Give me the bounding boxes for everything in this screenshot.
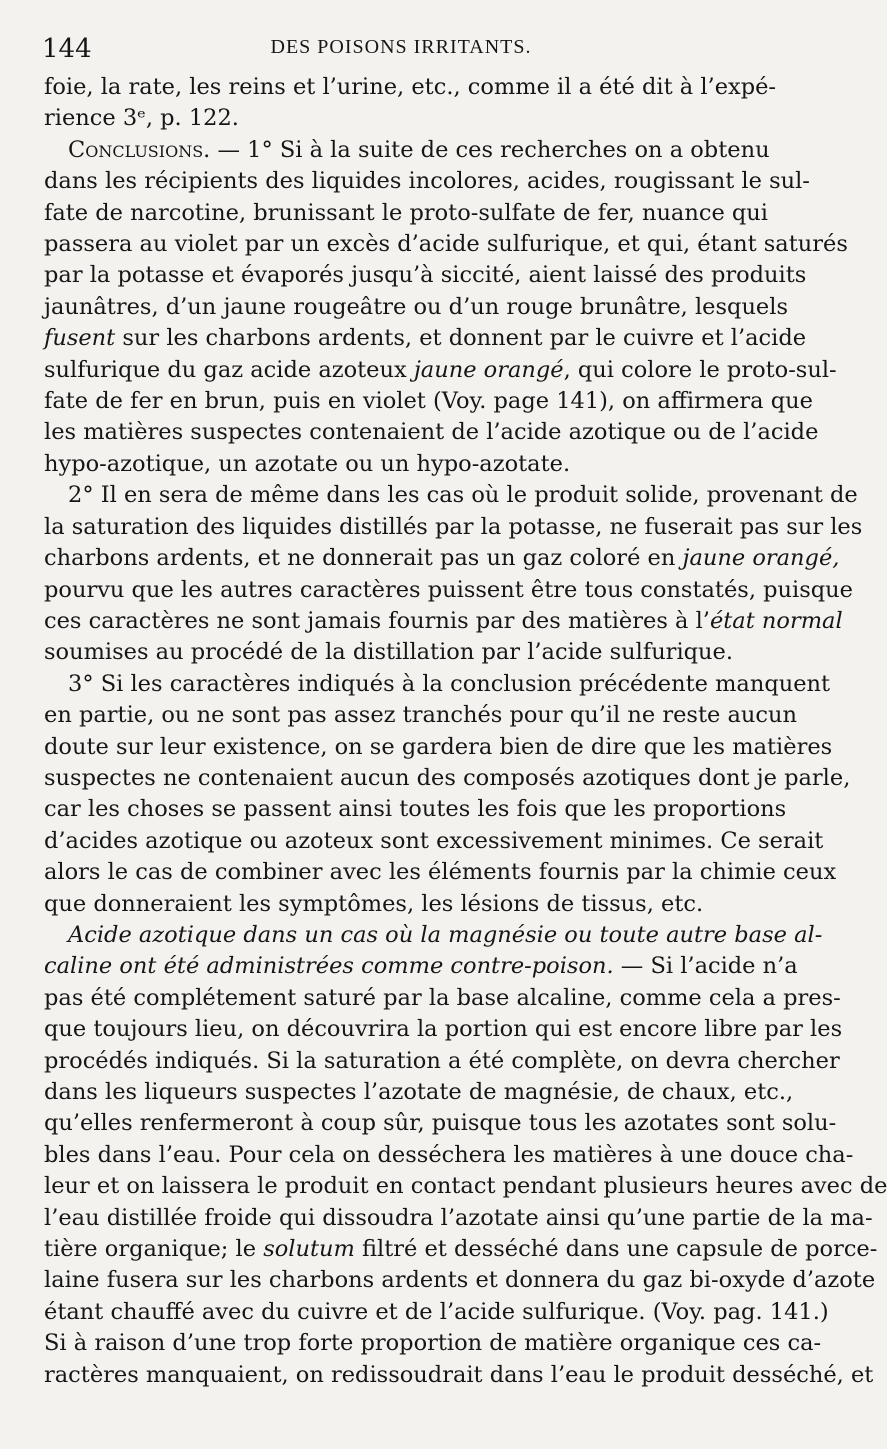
text-run: que donneraient les symptômes, les lésions de tissus, etc. (44, 890, 704, 917)
text-run: en partie, ou ne sont pas assez tranchés pour qu’il ne reste aucun (44, 702, 797, 729)
text-run: ces caractères ne sont jamais fournis par des matières à l’ (44, 607, 710, 634)
text-run: suspectes ne contenaient aucun des composés azotiques dont je parle, (44, 764, 851, 791)
text-line (44, 575, 853, 606)
text-line (44, 449, 760, 480)
text-line (44, 637, 760, 668)
text-run: 2° Il en sera de même dans les cas où le produit solide, provenant de (68, 482, 858, 509)
text-line (44, 1014, 843, 1045)
text-run: fate de narcotine, brunissant le proto-sulfate de fer, nuance qui (44, 199, 768, 226)
text-run: rience 3ᵉ, p. 122. (44, 105, 239, 132)
text-line (44, 1046, 840, 1077)
text-run: fusent (44, 325, 116, 352)
text-run: ractères manquaient, on redissoudrait dans l’eau le produit desséché, et (44, 1361, 874, 1388)
text-run: tière organique; le (44, 1236, 264, 1263)
text-line (44, 1140, 854, 1171)
text-run: charbons ardents, et ne donnerait pas un gaz coloré en (44, 545, 683, 572)
text-line (44, 732, 833, 763)
text-run: la saturation des liquides distillés par la potasse, ne fuserait pas sur les (44, 513, 863, 540)
text-line (44, 480, 858, 511)
text-run: que toujours lieu, on découvrira la portion qui est encore libre par les (44, 1016, 843, 1043)
text-line (44, 889, 760, 920)
text-line (44, 606, 843, 637)
text-line (44, 355, 837, 386)
text-run: jaunâtres, d’un jaune rougeâtre ou d’un rouge brunâtre, lesquels (44, 293, 788, 320)
text-run: soumises au procédé de la distillation par l’acide sulfurique. (44, 639, 733, 666)
text-run: dans les récipients des liquides incolores, acides, rougissant le sul- (44, 168, 810, 195)
text-run: caline ont été administrées comme contre-poison. (44, 953, 614, 980)
text-line (44, 72, 777, 103)
text-line (44, 103, 760, 134)
text-line (44, 1360, 874, 1391)
text-line (44, 763, 851, 794)
text-line (44, 386, 813, 417)
text-run: doute sur leur existence, on se gardera bien de dire que les matières (44, 733, 833, 760)
text-line (44, 1077, 794, 1108)
text-line (44, 1328, 822, 1359)
text-line (44, 857, 837, 888)
text-line (44, 794, 787, 825)
text-run: , qui colore le proto-sul- (563, 356, 837, 383)
text-run: étant chauffé avec du cuivre et de l’acide sulfurique. (Voy. pag. 141.) (44, 1298, 829, 1325)
text-line (44, 135, 770, 166)
text-line (44, 669, 831, 700)
text-run: dans les liqueurs suspectes l’azotate de magnésie, de chaux, etc., (44, 1079, 794, 1105)
text-line (44, 920, 823, 951)
text-run: pourvu que les autres caractères puissent être tous constatés, puisque (44, 576, 853, 603)
text-run: fate de fer en brun, puis en violet (Voy. page 141), on affirmera que (44, 388, 813, 415)
text-line (44, 166, 810, 197)
text-run: foie, la rate, les reins et l’urine, etc., comme il a été dit à l’expé- (44, 74, 777, 100)
text-run: procédés indiqués. Si la saturation a été complète, on devra chercher (44, 1047, 840, 1074)
text-line (44, 260, 807, 291)
text-line (44, 292, 788, 323)
text-run: hypo-azotique, un azotate ou un hypo-azotate. (44, 450, 571, 477)
text-run: les matières suspectes contenaient de l’acide azotique ou de l’acide (44, 419, 819, 446)
text-run: d’acides azotique ou azoteux sont excessivement minimes. Ce serait (44, 827, 824, 854)
text-run: car les choses se passent ainsi toutes les fois que les proportions (44, 796, 787, 823)
text-run: sur les charbons ardents, et donnent par le cuivre et l’acide (115, 325, 807, 352)
text-run: l’eau distillée froide qui dissoudra l’azotate ainsi qu’une partie de la ma- (44, 1204, 873, 1231)
text-line (44, 543, 840, 574)
text-line (44, 951, 798, 982)
text-line (44, 417, 819, 448)
text-run: sulfurique du gaz acide azoteux (44, 356, 414, 383)
text-line (44, 700, 797, 731)
text-line (44, 1234, 878, 1265)
text-run: Acide azotique dans un cas où la magnésie ou toute autre base al- (68, 921, 823, 948)
text-run: — 1° Si à la suite de ces recherches on a obtenu (210, 136, 770, 163)
text-run: pas été complétement saturé par la base alcaline, comme cela a pres- (44, 984, 841, 1011)
text-run: par la potasse et évaporés jusqu’à siccité, aient laissé des produits (44, 262, 807, 289)
text-run: — Si l’acide n’a (613, 953, 798, 980)
text-run: filtré et desséché dans une capsule de porce- (354, 1236, 878, 1263)
text-line (44, 1203, 873, 1234)
body-text (44, 72, 887, 1391)
text-line (44, 1297, 829, 1328)
text-run: état normal (709, 607, 843, 634)
text-run: leur et on laissera le produit en contact pendant plusieurs heures avec de (44, 1173, 887, 1200)
text-run: alors le cas de combiner avec les éléments fournis par la chimie ceux (44, 859, 837, 886)
running-head: DES POISONS IRRITANTS. (270, 36, 532, 58)
text-line (44, 826, 824, 857)
text-line (44, 1171, 887, 1202)
text-line (44, 198, 768, 229)
text-run: Si à raison d’une trop forte proportion de matière organique ces ca- (44, 1330, 822, 1357)
text-run: jaune orangé, (682, 545, 840, 572)
text-line (44, 1108, 837, 1139)
text-line (44, 983, 841, 1014)
text-run: jaune orangé (413, 356, 564, 383)
text-run: bles dans l’eau. Pour cela on desséchera les matières à une douce cha- (44, 1141, 854, 1168)
text-run: 3° Si les caractères indiqués à la conclusion précédente manquent (68, 670, 831, 697)
page-header (42, 28, 760, 68)
text-line (44, 1265, 876, 1296)
text-line (44, 512, 863, 543)
text-run: qu’elles renfermeront à coup sûr, puisque tous les azotates sont solu- (44, 1110, 837, 1137)
text-run: laine fusera sur les charbons ardents et donnera du gaz bi-oxyde d’azote (44, 1267, 876, 1294)
text-run: passera au violet par un excès d’acide sulfurique, et qui, étant saturés (44, 231, 848, 258)
text-run: solutum (263, 1236, 355, 1263)
text-run: Conclusions. (68, 136, 211, 163)
page-number: 144 (42, 34, 92, 64)
text-line (44, 229, 848, 260)
text-line (44, 323, 807, 354)
